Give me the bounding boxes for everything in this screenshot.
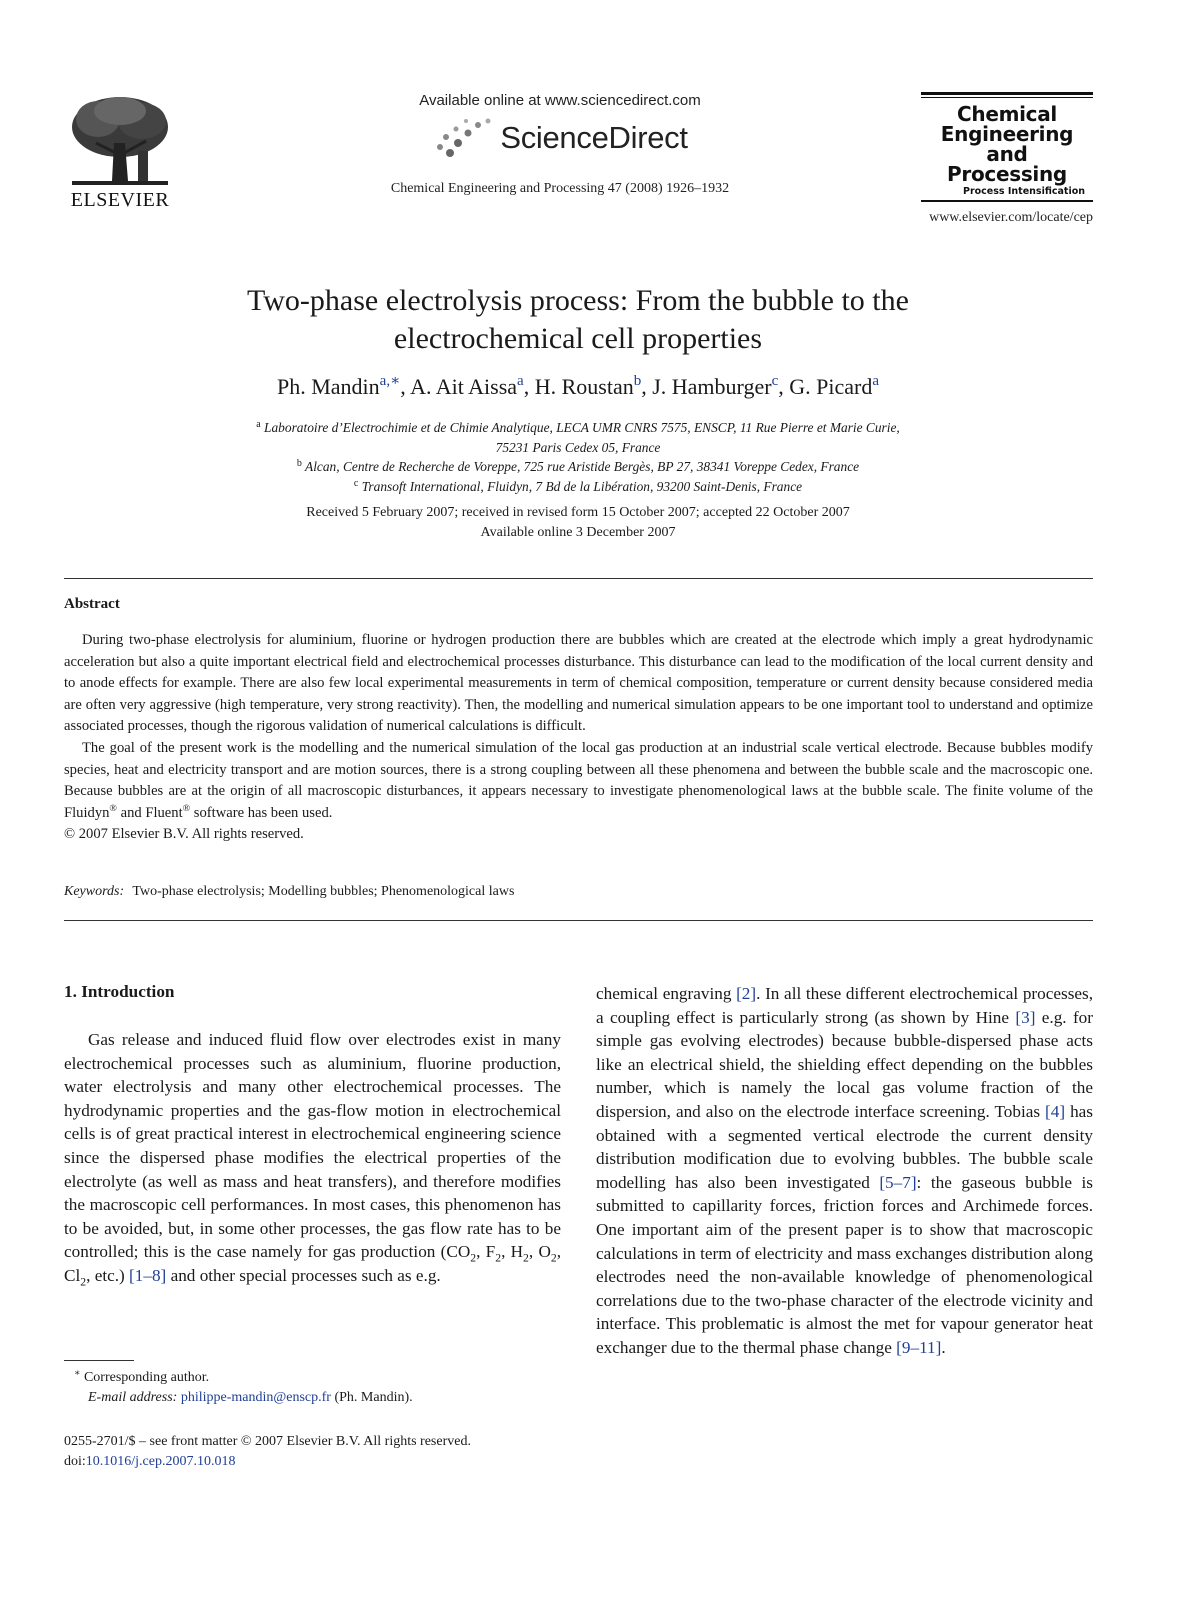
abstract-text: and Fluent	[116, 804, 183, 821]
affiliation-text: 75231 Paris Cedex 05, France	[495, 439, 661, 455]
affiliation-list	[100, 418, 1056, 496]
author-affiliation-link[interactable]: a	[872, 373, 880, 389]
reference-link[interactable]: [5–7]	[879, 1172, 917, 1192]
author-affiliation-link[interactable]: b	[633, 373, 642, 389]
doi-label: doi:	[64, 1454, 86, 1469]
affiliation-mark: c	[353, 477, 359, 489]
section-heading: 1. Introduction	[64, 982, 175, 1001]
sciencedirect-dots-icon	[432, 117, 494, 159]
sciencedirect-logo	[330, 115, 790, 161]
registered-mark: ®	[182, 802, 191, 814]
body-column-right	[596, 982, 1093, 1360]
footnote-mark: ∗	[74, 1368, 81, 1379]
footnote-rule	[64, 1360, 134, 1361]
abstract-copyright: © 2007 Elsevier B.V. All rights reserved.	[64, 826, 304, 843]
article-title	[140, 282, 1016, 358]
email-owner: (Ph. Mandin).	[330, 1390, 413, 1405]
author-name: G. Picard	[789, 374, 873, 399]
body-text: Gas release and induced fluid flow over electrodes exist in many electrochemical processes such as aluminium, fluorine production, water electrolysis and many other electrochemical processes. The hydrodynamic properties and the gas-flow motion in electrochemical cells is of great practical interest in electrochemical engineering science since the dispersed phase modifies the electrical properties of the electrolyte (as well as mass and heat transfers), and therefore modifies the macroscopic cell performances. In most cases, this phenomenon has to be avoided, but, in some other processes, the gas flow rate has to be controlled; this is the case namely for gas production (CO	[64, 1030, 561, 1262]
author-separator: ,	[778, 374, 790, 399]
affiliation-item	[100, 418, 1056, 438]
doi-link[interactable]: 10.1016/j.cep.2007.10.018	[85, 1454, 236, 1469]
body-text: and other special processes such as e.g.	[166, 1265, 441, 1285]
footnote-email	[64, 1388, 413, 1408]
body-text: . In all these different electrochemical processes, a coupling effect is particularly strong (as shown by Hine	[596, 984, 1093, 1027]
divider	[64, 578, 1093, 579]
affiliation-mark: a	[256, 419, 261, 430]
elsevier-tree-icon	[68, 93, 172, 189]
affiliation-mark: b	[296, 458, 302, 469]
available-online-text: Available online at www.sciencedirect.com	[419, 92, 701, 109]
affiliation-text: Laboratoire d’Electrochimie et de Chimie Analytique, LECA UMR CNRS 7575, ENSCP, 11 Rue Pierre et Marie Curie,	[264, 420, 900, 435]
body-text: chemical engraving	[596, 984, 737, 1003]
journal-url-link[interactable]: www.elsevier.com/locate/cep	[929, 210, 1093, 225]
body-paragraph	[596, 982, 1093, 1360]
keywords-text: Two-phase electrolysis; Modelling bubbles; Phenomenological laws	[132, 884, 515, 899]
journal-citation: Chemical Engineering and Processing 47 (2008) 1926–1932	[390, 181, 730, 196]
keywords-label: Keywords:	[64, 884, 125, 899]
affiliation-text: Alcan, Centre de Recherche de Voreppe, 725 rue Aristide Bergès, BP 27, 38341 Voreppe Cedex, France	[305, 459, 860, 474]
abstract-heading: Abstract	[64, 596, 120, 612]
journal-logo-line: Processing	[947, 162, 1067, 186]
sciencedirect-name: ScienceDirect	[500, 120, 688, 155]
author-name: H. Roustan	[534, 374, 634, 399]
email-link[interactable]: philippe-mandin@enscp.fr	[180, 1390, 331, 1405]
reference-link[interactable]: [1–8]	[129, 1265, 167, 1285]
email-label: E-mail address:	[88, 1390, 178, 1405]
subscript: 2	[495, 1251, 502, 1265]
author-affiliation-link[interactable]: a,∗	[379, 373, 401, 389]
reference-link[interactable]: [2]	[736, 984, 757, 1003]
footnote-text: Corresponding author.	[83, 1370, 210, 1385]
body-text: e.g. for simple gas evolving electrodes) because bubble-dispersed phase acts like an electrical shield, the shielding effect depending on the bubbles number, which is namely the local gas volume fraction of the dispersion, and also on the electrode interface screening. Tobias	[596, 1007, 1094, 1121]
author-affiliation-link[interactable]: a	[517, 373, 524, 389]
journal-logo-line: Chemical	[957, 102, 1057, 126]
author-name: J. Hamburger	[652, 374, 772, 399]
author-list	[120, 374, 1036, 400]
registered-mark: ®	[109, 802, 117, 814]
subscript: 2	[523, 1251, 529, 1265]
author-separator: ,	[641, 374, 653, 399]
journal-logo-line: and	[986, 142, 1028, 166]
author-affiliation-link[interactable]: c	[771, 373, 779, 389]
doi-line	[64, 1452, 471, 1472]
journal-logo-title	[921, 104, 1093, 184]
body-column-left	[64, 1028, 561, 1288]
subscript: 2	[550, 1251, 557, 1265]
journal-logo-rule	[921, 97, 1093, 98]
journal-logo-rule	[921, 92, 1093, 95]
subscript: 2	[80, 1275, 87, 1289]
author-name: A. Ait Aissa	[410, 374, 518, 399]
issn-line: 0255-2701/$ – see front matter © 2007 Elsevier B.V. All rights reserved.	[64, 1434, 471, 1449]
affiliation-text: Transoft International, Fluidyn, 7 Bd de la Libération, 93200 Saint-Denis, France	[361, 478, 803, 494]
abstract-paragraph: During two-phase electrolysis for aluminium, fluorine or hydrogen production there are bubbles which are created at the electrode which imply a great hydrodynamic acceleration but also a quite important electrical field and electrochemical processes disturbance. This disturbance can lead to the modification of the local current density and to anode effects for example. There are also few local experimental measurements in term of chemical composition, temperature or current density because considered media are often very aggressive (high temperature, very strong reactivity). Then, the modelling and numerical simulation appears to be one important tool to understand and optimize associated processes, though the rigorous validation of numerical calculations is difficult.	[64, 632, 1093, 735]
footnote-corresponding	[64, 1368, 413, 1388]
journal-logo-rule	[921, 200, 1093, 202]
keywords	[64, 884, 514, 900]
author-separator: ,	[523, 374, 535, 399]
reference-link[interactable]: [3]	[1015, 1007, 1036, 1027]
journal-logo-line: Engineering	[940, 122, 1074, 146]
journal-logo-subtitle: Process Intensification	[963, 186, 1085, 197]
abstract-paragraph	[64, 738, 1093, 824]
divider	[64, 920, 1093, 921]
received-dates: Received 5 February 2007; received in revised form 15 October 2007; accepted 22 October 2007	[306, 505, 850, 520]
body-text: has obtained with a segmented vertical electrode the current density distribution modification due to evolving bubbles. The bubble scale modelling has also been investigated	[596, 1101, 1093, 1192]
journal-logo	[921, 92, 1093, 226]
reference-link[interactable]: [4]	[1045, 1101, 1066, 1121]
journal-header	[330, 92, 790, 197]
body-text: .	[941, 1337, 946, 1357]
article-meta	[64, 1432, 471, 1472]
footnote	[64, 1368, 413, 1408]
available-date: Available online 3 December 2007	[480, 524, 676, 540]
author-name: Ph. Mandin	[276, 374, 380, 399]
elsevier-logo	[64, 93, 176, 212]
body-paragraph: Gas release and induced fluid flow over electrodes exist in many electrochemical processes such as aluminium, fluorine production, water electrolysis and many other electrochemical processes. The hydrodynamic properties and the gas-flow motion in electrochemical cells is of great practical interest in electrochemical engineering science since the dispersed phase modifies the electrical properties of the electrolyte (as well as mass and heat transfers), and therefore modifies the macroscopic cell performances. In most cases, this phenomenon has to be avoided, but, in some other processes, the gas flow rate has to be controlled; this is the case namely for gas production ($CO_2$, $F_2$, $H_2$, $O_2$, $Cl_2$, etc.) [1–8] and other special processes such as e.g.	[64, 1030, 561, 1289]
subscript: 2	[470, 1251, 477, 1265]
article-title-line: Two-phase electrolysis process: From the bubble to the	[247, 284, 909, 317]
publisher-name: ELSEVIER	[70, 189, 170, 211]
affiliation-item	[100, 477, 1056, 497]
abstract-body	[64, 630, 1093, 846]
reference-link[interactable]: [9–11]	[896, 1337, 942, 1357]
abstract-text: The goal of the present work is the modelling and the numerical simulation of the local gas production at an industrial scale vertical electrode. Because bubbles modify species, heat and electricity transport and are motion sources, there is a strong coupling between all these phenomena and between the bubble scale and the macroscopic one. Because bubbles are at the origin of all macroscopic disturbances, it appears necessary to investigate phenomenological laws at the bubble scale. The finite volume of the Fluidyn	[64, 739, 1093, 821]
abstract-text: software has been used.	[190, 804, 333, 821]
article-title-line: electrochemical cell properties	[393, 322, 763, 355]
affiliation-item	[100, 457, 1056, 477]
author-separator: ,	[400, 374, 411, 399]
article-history	[100, 503, 1056, 542]
body-text: : the gaseous bubble is submitted to capillarity forces, friction forces and Archimede forces. One important aim of the present paper is to show that macroscopic calculations in term of electricity and mass exchanges distribution along electrodes need the non-available knowledge of phenomenological correlations due to the two-phase character of the electrode vicinity and interface. This problematic is almost the met for vapour generator heat exchanger due to the thermal phase change	[596, 1172, 1093, 1357]
